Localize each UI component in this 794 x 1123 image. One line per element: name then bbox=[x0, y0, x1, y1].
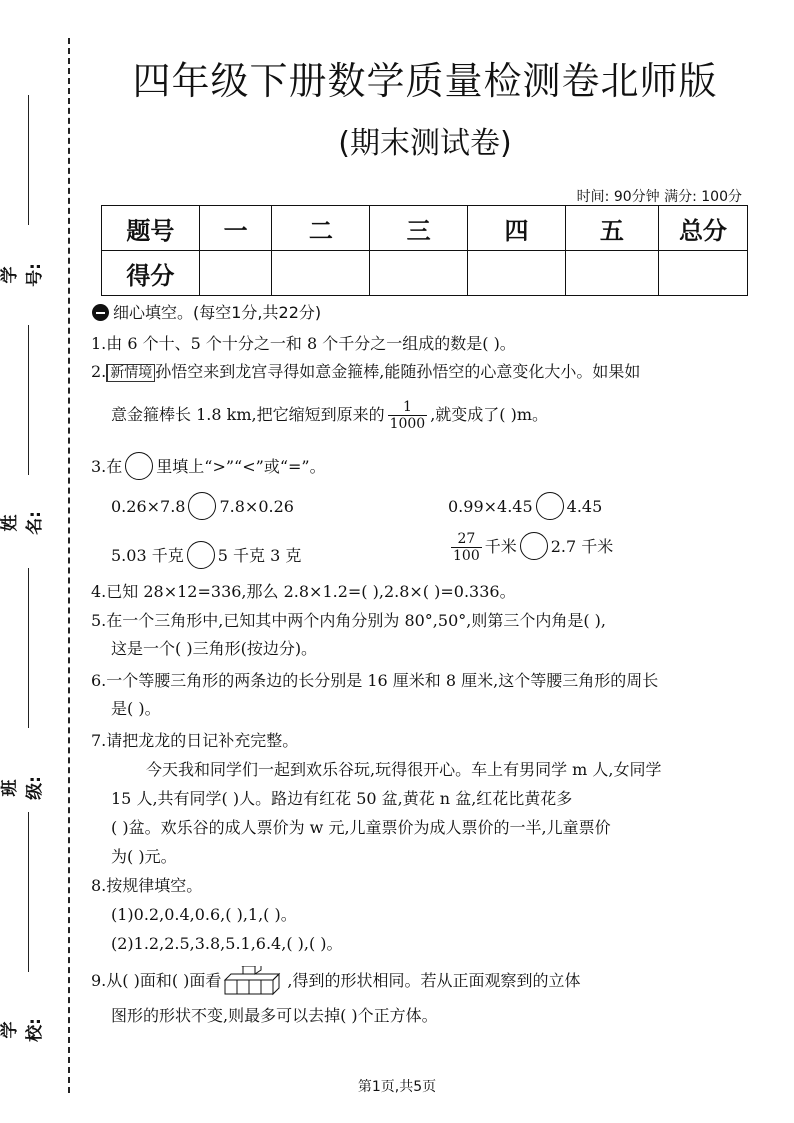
id-underline bbox=[28, 95, 29, 225]
question-8-title: 8.按规律填空。 bbox=[91, 876, 203, 895]
section-number-badge-icon bbox=[92, 304, 109, 321]
question-2-line-1: 2. 新情境 孙悟空来到龙宫寻得如意金箍棒,能随孙悟空的心意变化大小。如果如 bbox=[91, 362, 641, 381]
exam-meta: 时间: 90分钟 满分: 100分 bbox=[576, 189, 742, 205]
student-id-label: 学号: bbox=[0, 263, 45, 287]
compare-circle[interactable] bbox=[188, 492, 216, 520]
question-7-line-4: 为( )元。 bbox=[111, 847, 177, 866]
question-4: 4.已知 28×12=336,那么 2.8×1.2=( ),2.8×( )=0.336。 bbox=[91, 582, 516, 601]
fraction bbox=[388, 399, 428, 432]
score-cell: 三 bbox=[370, 206, 468, 251]
score-cell: 总分 bbox=[658, 206, 747, 251]
question-5-line-2: 这是一个( )三角形(按边分)。 bbox=[111, 639, 318, 658]
question-2-text-a: 意金箍棒长 1.8 km,把它缩短到原来的 bbox=[111, 405, 385, 424]
compare-right: 2.7 千米 bbox=[550, 537, 614, 556]
compare-right: 4.45 bbox=[566, 497, 603, 516]
score-cell: 五 bbox=[565, 206, 658, 251]
question-9-line-1 bbox=[91, 966, 581, 996]
name-underline bbox=[28, 325, 29, 475]
binding-dashed-line bbox=[68, 38, 70, 1093]
fraction-numerator: 1 bbox=[388, 399, 428, 416]
compare-circle[interactable] bbox=[536, 492, 564, 520]
question-9-text-b: ,得到的形状相同。若从正面观察到的立体 bbox=[287, 971, 581, 990]
fraction-denominator: 1000 bbox=[389, 416, 426, 432]
compare-circle[interactable] bbox=[187, 541, 215, 569]
compare-left: 千米 bbox=[484, 537, 517, 556]
score-input-cell[interactable] bbox=[370, 251, 468, 296]
score-table-score-row bbox=[102, 251, 748, 296]
circle-blank-icon bbox=[125, 452, 153, 480]
class-label: 班级: bbox=[0, 776, 45, 800]
cube-stack-icon bbox=[223, 966, 285, 996]
score-table-header-row bbox=[102, 206, 748, 251]
fraction-numerator: 27 bbox=[451, 531, 482, 548]
fraction-denominator: 100 bbox=[453, 548, 480, 564]
score-table bbox=[101, 205, 748, 296]
name-label: 姓名: bbox=[0, 511, 45, 535]
section-heading-text: 细心填空。(每空1分,共22分) bbox=[113, 303, 322, 322]
question-6-line-1: 6.一个等腰三角形的两条边的长分别是 16 厘米和 8 厘米,这个等腰三角形的周长 bbox=[91, 671, 659, 690]
question-7-line-2: 15 人,共有同学( )人。路边有红花 50 盆,黄花 n 盆,红花比黄花多 bbox=[111, 789, 573, 808]
question-7-line-3: ( )盆。欢乐谷的成人票价为 w 元,儿童票价为成人票价的一半,儿童票价 bbox=[111, 818, 611, 837]
compare-left: 0.26×7.8 bbox=[111, 497, 186, 516]
compare-item-4 bbox=[448, 530, 613, 564]
question-3-text-a: 3.在 bbox=[91, 457, 123, 476]
school-underline bbox=[28, 812, 29, 972]
compare-left: 5.03 千克 bbox=[111, 546, 184, 565]
score-row-label: 得分 bbox=[102, 251, 200, 296]
fraction bbox=[451, 531, 482, 564]
page-title: 四年级下册数学质量检测卷北师版 bbox=[132, 59, 718, 103]
compare-right: 7.8×0.26 bbox=[219, 497, 294, 516]
section-heading bbox=[92, 300, 321, 323]
school-label: 学校: bbox=[0, 1018, 45, 1042]
page-subtitle: (期末测试卷) bbox=[338, 126, 512, 161]
compare-circle[interactable] bbox=[520, 532, 548, 560]
question-8-part-1: (1)0.2,0.4,0.6,( ),1,( )。 bbox=[111, 905, 297, 924]
page-footer: 第1页,共5页 bbox=[357, 1079, 437, 1095]
question-9-text-a: 9.从( )面和( )面看 bbox=[91, 971, 222, 990]
question-3-text-b: 里填上“>”“<”或“=”。 bbox=[156, 457, 326, 476]
score-input-cell[interactable] bbox=[565, 251, 658, 296]
score-input-cell[interactable] bbox=[199, 251, 272, 296]
score-cell: 四 bbox=[468, 206, 566, 251]
question-8-part-2: (2)1.2,2.5,3.8,5.1,6.4,( ),( )。 bbox=[111, 934, 343, 953]
question-7-line-1: 今天我和同学们一起到欢乐谷玩,玩得很开心。车上有男同学 m 人,女同学 bbox=[146, 760, 662, 779]
score-cell: 一 bbox=[199, 206, 272, 251]
question-2-text: 孙悟空来到龙宫寻得如意金箍棒,能随孙悟空的心意变化大小。如果如 bbox=[155, 362, 641, 381]
question-2-text-b: ,就变成了( )m。 bbox=[430, 405, 549, 424]
compare-item-3 bbox=[111, 541, 301, 569]
score-input-cell[interactable] bbox=[468, 251, 566, 296]
new-context-tag: 新情境 bbox=[106, 364, 155, 382]
compare-item-2 bbox=[448, 492, 602, 520]
score-cell: 题号 bbox=[102, 206, 200, 251]
question-1: 1.由 6 个十、5 个十分之一和 8 个千分之一组成的数是( )。 bbox=[91, 334, 516, 353]
question-6-line-2: 是( )。 bbox=[111, 699, 161, 718]
score-cell: 二 bbox=[272, 206, 370, 251]
score-input-cell[interactable] bbox=[658, 251, 747, 296]
question-7-title: 7.请把龙龙的日记补充完整。 bbox=[91, 731, 299, 750]
question-9-line-2: 图形的形状不变,则最多可以去掉( )个正方体。 bbox=[111, 1006, 438, 1025]
compare-item-1 bbox=[111, 492, 294, 520]
score-input-cell[interactable] bbox=[272, 251, 370, 296]
question-3 bbox=[91, 452, 326, 480]
compare-right: 5 千克 3 克 bbox=[217, 546, 302, 565]
question-5-line-1: 5.在一个三角形中,已知其中两个内角分别为 80°,50°,则第三个内角是( ), bbox=[91, 611, 606, 630]
question-2-line-2 bbox=[111, 398, 548, 432]
compare-left: 0.99×4.45 bbox=[448, 497, 533, 516]
class-underline bbox=[28, 568, 29, 728]
